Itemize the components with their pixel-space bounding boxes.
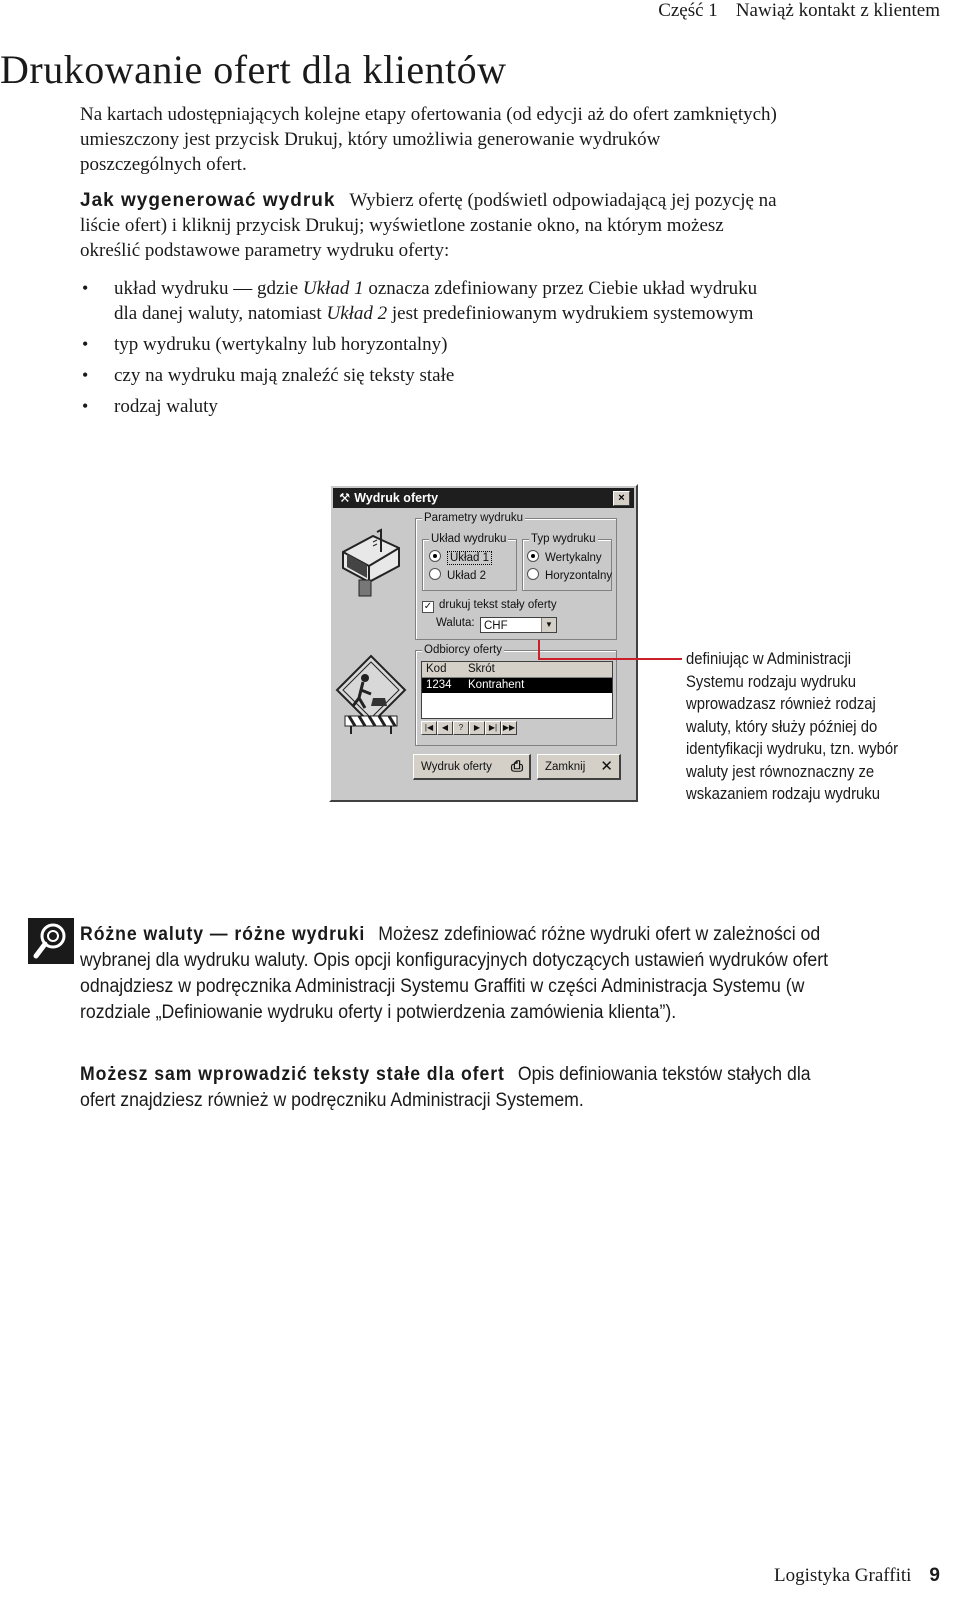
type-group [522, 533, 613, 591]
tip-fixed-texts [80, 1062, 843, 1114]
horizontal-radio[interactable] [527, 568, 612, 582]
list-item: • czy na wydruku mają znaleźć się teksty stałe [80, 363, 760, 388]
printer-icon: ⎙ [510, 758, 523, 775]
bullet-text: układ wydruku — gdzie [114, 278, 303, 299]
fixed-text-checkbox[interactable] [422, 599, 557, 613]
cell-short: Kontrahent [468, 679, 525, 691]
currency-label: Waluta: [436, 617, 475, 629]
record-navigator [421, 721, 517, 735]
close-button-label: Zamknij [545, 761, 586, 773]
print-offer-button[interactable] [413, 754, 531, 780]
layout1-label: Układ 1 [447, 551, 492, 565]
list-item: • rodzaj waluty [80, 394, 760, 419]
tip-fixed-texts-text: Opis definiowania tekstów stałych dla ofert znajdziesz również w podręczniku Administracji Systemem. [80, 1064, 811, 1111]
chevron-down-icon[interactable]: ▼ [541, 618, 556, 632]
callout-leader-horizontal [538, 658, 682, 660]
help-icon[interactable]: ? [453, 721, 469, 735]
construction-illustration [335, 654, 407, 734]
callout-leader-vertical [538, 640, 540, 660]
bullet-text: jest predefiniowanym wydrukiem systemowym [387, 303, 754, 324]
intro-paragraph: Na kartach udostępniających kolejne etapy ofertowania (od edycji aż do ofert zamkniętych) umieszczony jest przycisk Drukuj, który umożliwia generowanie wydruków poszczególnych ofert. [80, 104, 777, 175]
tip-currencies-lead: Różne waluty — różne wydruki [80, 924, 366, 945]
layout2-radio[interactable] [429, 568, 486, 582]
prev-record-icon[interactable]: ◀ [437, 721, 453, 735]
radio-dot [429, 568, 441, 580]
print-offer-label: Wydruk oferty [421, 761, 492, 773]
tip-fixed-texts-lead: Możesz sam wprowadzić teksty stałe dla ofert [80, 1064, 505, 1085]
radio-dot [527, 568, 539, 580]
footer-book: Logistyka Graffiti [774, 1565, 912, 1586]
tip-currencies-text: Możesz zdefiniować różne wydruki ofert w zależności od wybranej dla wydruku waluty. Opis opcji konfiguracyjnych dotyczących ustawień wydruków ofert odnajdziesz w podręcznika Administracji Systemu Graffiti w części Administracja Systemu (w rozdziale „Definiowanie wydruku oferty i potwierdzenia zamówienia klienta”). [80, 924, 829, 1023]
next-record-icon[interactable]: ▶ [469, 721, 485, 735]
close-icon[interactable]: × [613, 491, 630, 506]
refresh-icon[interactable]: ▶▶ [501, 721, 517, 735]
vertical-label: Wertykalny [545, 552, 602, 564]
checkmark-icon: ✓ [423, 601, 433, 612]
radio-dot [429, 550, 441, 562]
last-record-icon[interactable]: ▶| [485, 721, 501, 735]
table-row[interactable] [422, 678, 612, 693]
cell-code: 1234 [426, 679, 452, 691]
list-item: • typ wydruku (wertykalny lub horyzontalny) [80, 332, 760, 357]
how-lead: Jak wygenerować wydruk [80, 190, 336, 211]
bullet-italic: Układ 2 [326, 303, 388, 324]
mailbox-illustration [337, 522, 407, 598]
page-number: 9 [929, 1565, 940, 1586]
callout-note: definiując w Administracji Systemu rodzaju wydruku wprowadzasz również rodzaj waluty, który służy później do identyfikacji wydruku, tzn. wybór waluty jest równoznaczny ze wskazaniem rodzaju wydruku [686, 650, 899, 803]
print-dialog [329, 484, 638, 802]
layout-group-label: Układ wydruku [431, 533, 507, 545]
dialog-title-bar [333, 488, 634, 508]
fixed-text-label: drukuj tekst stały oferty [439, 599, 557, 611]
dialog-title: Wydruk oferty [354, 491, 439, 505]
magnifier-glyph [28, 918, 74, 964]
params-group [415, 512, 617, 640]
tip-currencies [80, 922, 843, 1026]
table-header [422, 662, 612, 678]
app-icon: ⚒ [339, 491, 351, 505]
recipients-group [415, 644, 617, 746]
page-footer [774, 1565, 940, 1587]
header-chapter: Nawiąż kontakt z klientem [735, 0, 940, 21]
col-code: Kod [426, 663, 447, 675]
first-record-icon[interactable]: |◀ [421, 721, 437, 735]
currency-select[interactable] [480, 617, 557, 633]
bullet-italic: Układ 1 [302, 278, 364, 299]
magnifier-icon [28, 918, 74, 964]
radio-dot [527, 550, 539, 562]
layout1-radio[interactable] [429, 550, 492, 564]
horizontal-label: Horyzontalny [545, 570, 613, 582]
col-short: Skrót [468, 663, 495, 675]
params-group-label: Parametry wydruku [424, 512, 524, 524]
layout-group [422, 533, 517, 591]
x-icon: ✕ [600, 758, 613, 775]
recipients-table[interactable] [421, 661, 613, 719]
recipients-group-label: Odbiorcy oferty [424, 644, 502, 656]
list-item [80, 276, 760, 326]
close-button[interactable] [537, 754, 621, 780]
type-group-label: Typ wydruku [531, 533, 596, 545]
page-title: Drukowanie ofert dla klientów [0, 47, 507, 92]
layout2-label: Układ 2 [447, 570, 486, 582]
running-header [658, 0, 940, 22]
header-part: Część 1 [658, 0, 718, 21]
vertical-radio[interactable] [527, 550, 602, 564]
how-paragraph [80, 188, 780, 263]
bullet-text: oznacza zdefiniowany przez Ciebie układ wydruku dla danej waluty, natomiast [114, 278, 758, 324]
currency-value: CHF [484, 620, 508, 632]
how-text: Wybierz ofertę (podświetl odpowiadającą jej pozycję na liście ofert) i kliknij przycisk Drukuj; wyświetlone zostanie okno, na którym możesz określić podstawowe parametry wydruku oferty: [80, 190, 777, 261]
parameter-list [80, 276, 760, 425]
